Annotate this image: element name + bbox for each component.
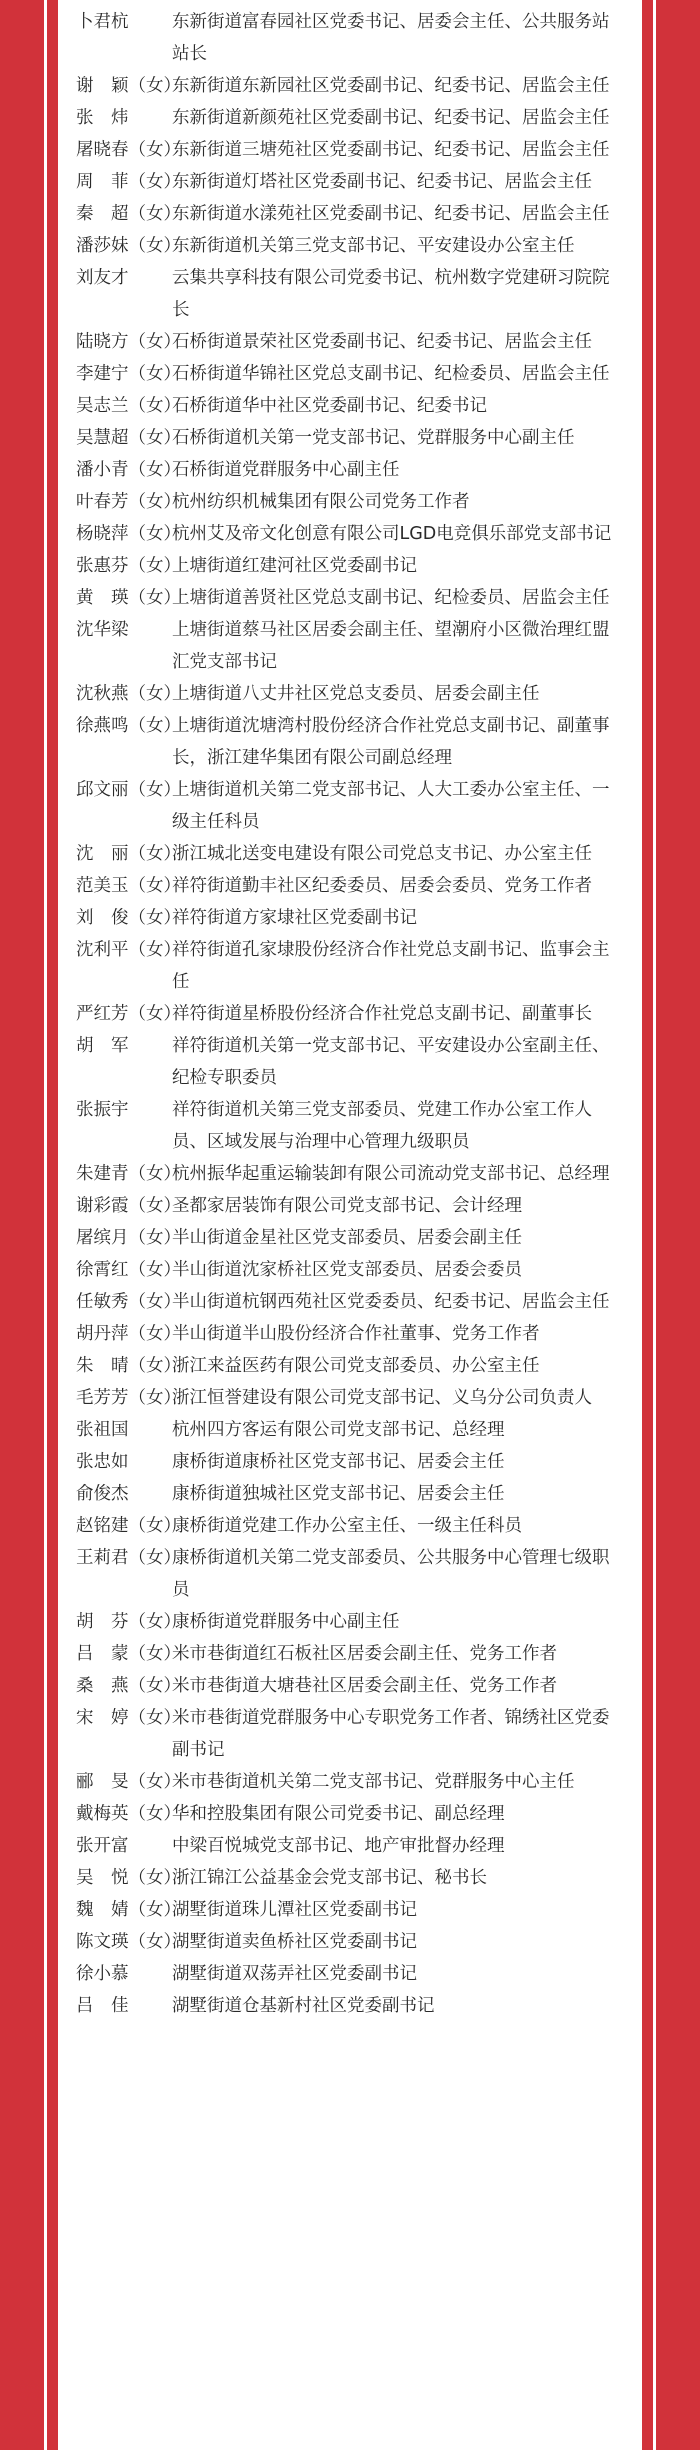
person-name: 朱建青（女） <box>76 1164 181 1184</box>
person-name: 谢彩霞（女） <box>76 1196 181 1216</box>
person-name: 吴志兰（女） <box>76 396 181 416</box>
person-role: 中梁百悦城党支部书记、地产审批督办经理 <box>172 1836 505 1856</box>
person-role: 湖墅街道仓基新村社区党委副书记 <box>172 1996 435 2016</box>
person-name: 李建宁（女） <box>76 364 181 384</box>
person-role: 半山街道金星社区党支部委员、居委会副主任 <box>172 1228 522 1248</box>
border-line-left <box>44 0 47 2450</box>
person-name: 张开富 <box>76 1836 129 1856</box>
list-item <box>58 902 642 934</box>
person-name: 潘莎妹（女） <box>76 236 181 256</box>
list-item <box>58 1990 642 2022</box>
person-role: 上塘街道八丈井社区党总支委员、居委会副主任 <box>172 684 540 704</box>
person-role: 上塘街道善贤社区党总支副书记、纪检委员、居监会主任 <box>172 588 610 608</box>
border-line-right <box>653 0 656 2450</box>
list-item <box>58 166 642 198</box>
list-item <box>58 102 642 134</box>
list-item <box>58 1254 642 1286</box>
list-item <box>58 1446 642 1478</box>
list-item <box>58 422 642 454</box>
person-name: 潘小青（女） <box>76 460 181 480</box>
person-name: 沈利平（女） <box>76 940 181 960</box>
list-item <box>58 390 642 422</box>
person-role: 杭州艾及帝文化创意有限公司LGD电竞俱乐部党支部书记 <box>172 524 612 544</box>
person-name: 刘 俊（女） <box>76 908 181 928</box>
person-role: 浙江锦江公益基金会党支部书记、秘书长 <box>172 1868 487 1888</box>
person-role: 东新街道水漾苑社区党委副书记、纪委书记、居监会主任 <box>172 204 610 224</box>
person-name: 吕 蒙（女） <box>76 1644 181 1664</box>
person-role: 湖墅街道双荡弄社区党委副书记 <box>172 1964 417 1984</box>
person-name: 胡丹萍（女） <box>76 1324 181 1344</box>
list-item <box>58 582 642 614</box>
list-item <box>58 230 642 262</box>
person-name: 谢 颖（女） <box>76 76 181 96</box>
person-name: 毛芳芳（女） <box>76 1388 181 1408</box>
person-role: 康桥街道康桥社区党支部书记、居委会主任 <box>172 1452 505 1472</box>
person-role: 东新街道富春园社区党委书记、居委会主任、公共服务站站长 <box>172 12 610 64</box>
person-name: 屠缤月（女） <box>76 1228 181 1248</box>
person-role: 杭州纺织机械集团有限公司党务工作者 <box>172 492 470 512</box>
list-item <box>58 518 642 550</box>
person-role: 杭州振华起重运输装卸有限公司流动党支部书记、总经理 <box>172 1164 610 1184</box>
person-name: 戴梅英（女） <box>76 1804 181 1824</box>
list-item <box>58 1158 642 1190</box>
person-role: 石桥街道党群服务中心副主任 <box>172 460 400 480</box>
person-name: 徐燕鸣（女） <box>76 716 181 736</box>
person-name: 杨晓萍（女） <box>76 524 181 544</box>
list-item <box>58 774 642 838</box>
person-name: 范美玉（女） <box>76 876 181 896</box>
person-name: 桑 燕（女） <box>76 1676 181 1696</box>
person-name: 宋 婷（女） <box>76 1708 181 1728</box>
list-item <box>58 1958 642 1990</box>
list-item <box>58 1190 642 1222</box>
list-item <box>58 70 642 102</box>
list-item <box>58 1894 642 1926</box>
list-item <box>58 1542 642 1606</box>
person-name: 吴 悦（女） <box>76 1868 181 1888</box>
list-item <box>58 1606 642 1638</box>
person-role: 上塘街道蔡马社区居委会副主任、望潮府小区微治理红盟汇党支部书记 <box>172 620 610 672</box>
list-item <box>58 614 642 678</box>
person-name: 叶春芳（女） <box>76 492 181 512</box>
person-role: 浙江城北送变电建设有限公司党总支书记、办公室主任 <box>172 844 592 864</box>
person-role: 浙江恒誉建设有限公司党支部书记、义乌分公司负责人 <box>172 1388 592 1408</box>
list-item <box>58 262 642 326</box>
person-role: 祥符街道孔家埭股份经济合作社党总支副书记、监事会主任 <box>172 940 610 992</box>
list-item <box>58 134 642 166</box>
person-name: 徐霄红（女） <box>76 1260 181 1280</box>
person-name: 屠晓春（女） <box>76 140 181 160</box>
person-role: 半山街道半山股份经济合作社董事、党务工作者 <box>172 1324 540 1344</box>
person-name: 俞俊杰 <box>76 1484 129 1504</box>
list-item <box>58 358 642 390</box>
person-role: 东新街道灯塔社区党委副书记、纪委书记、居监会主任 <box>172 172 592 192</box>
person-name: 卜君杭 <box>76 12 129 32</box>
person-role: 杭州四方客运有限公司党支部书记、总经理 <box>172 1420 505 1440</box>
person-role: 康桥街道党建工作办公室主任、一级主任科员 <box>172 1516 522 1536</box>
list-item <box>58 1382 642 1414</box>
list-item <box>58 1702 642 1766</box>
person-role: 半山街道杭钢西苑社区党委委员、纪委书记、居监会主任 <box>172 1292 610 1312</box>
list-item <box>58 1350 642 1382</box>
person-role: 东新街道东新园社区党委副书记、纪委书记、居监会主任 <box>172 76 610 96</box>
list-item <box>58 198 642 230</box>
list-item <box>58 1862 642 1894</box>
person-name: 秦 超（女） <box>76 204 181 224</box>
person-role: 圣都家居装饰有限公司党支部书记、会计经理 <box>172 1196 522 1216</box>
content-panel <box>58 0 642 2450</box>
person-name: 周 菲（女） <box>76 172 181 192</box>
person-name: 王莉君（女） <box>76 1548 181 1568</box>
list-item <box>58 678 642 710</box>
list-item <box>58 486 642 518</box>
person-role: 云集共享科技有限公司党委书记、杭州数字党建研习院院长 <box>172 268 610 320</box>
list-item <box>58 1926 642 1958</box>
list-item <box>58 1094 642 1158</box>
person-name: 张振宇 <box>76 1100 129 1120</box>
person-role: 华和控股集团有限公司党委书记、副总经理 <box>172 1804 505 1824</box>
person-role: 上塘街道红建河社区党委副书记 <box>172 556 417 576</box>
list-item <box>58 1670 642 1702</box>
person-role: 石桥街道机关第一党支部书记、党群服务中心副主任 <box>172 428 575 448</box>
list-item <box>58 838 642 870</box>
person-name: 徐小慕 <box>76 1964 129 1984</box>
person-name: 胡 军 <box>76 1036 129 1056</box>
list-item <box>58 454 642 486</box>
person-name: 沈 丽（女） <box>76 844 181 864</box>
person-role: 上塘街道沈塘湾村股份经济合作社党总支副书记、副董事长，浙江建华集团有限公司副总经理 <box>172 716 610 768</box>
list-item <box>58 934 642 998</box>
person-role: 米市巷街道红石板社区居委会副主任、党务工作者 <box>172 1644 557 1664</box>
person-role: 东新街道新颜苑社区党委副书记、纪委书记、居监会主任 <box>172 108 610 128</box>
person-name: 沈秋燕（女） <box>76 684 181 704</box>
list-item <box>58 998 642 1030</box>
list-item <box>58 1830 642 1862</box>
person-name: 赵铭建（女） <box>76 1516 181 1536</box>
person-role: 祥符街道勤丰社区纪委委员、居委会委员、党务工作者 <box>172 876 592 896</box>
person-role: 祥符街道机关第一党支部书记、平安建设办公室副主任、纪检专职委员 <box>172 1036 610 1088</box>
person-name: 朱 晴（女） <box>76 1356 181 1376</box>
list-item <box>58 550 642 582</box>
person-name: 刘友才 <box>76 268 129 288</box>
person-name: 张忠如 <box>76 1452 129 1472</box>
person-name: 张惠芬（女） <box>76 556 181 576</box>
person-role: 康桥街道独城社区党支部书记、居委会主任 <box>172 1484 505 1504</box>
list-item <box>58 1798 642 1830</box>
person-name: 胡 芬（女） <box>76 1612 181 1632</box>
list-item <box>58 1638 642 1670</box>
person-name: 魏 婧（女） <box>76 1900 181 1920</box>
person-name: 任敏秀（女） <box>76 1292 181 1312</box>
list-item <box>58 1222 642 1254</box>
person-role: 祥符街道星桥股份经济合作社党总支副书记、副董事长 <box>172 1004 592 1024</box>
person-name: 郦 旻（女） <box>76 1772 181 1792</box>
person-name: 严红芳（女） <box>76 1004 181 1024</box>
list-item <box>58 6 642 70</box>
list-item <box>58 1286 642 1318</box>
person-name: 张 炜 <box>76 108 129 128</box>
person-name: 沈华梁 <box>76 620 129 640</box>
person-role: 湖墅街道卖鱼桥社区党委副书记 <box>172 1932 417 1952</box>
person-role: 米市巷街道党群服务中心专职党务工作者、锦绣社区党委副书记 <box>172 1708 610 1760</box>
person-role: 石桥街道景荣社区党委副书记、纪委书记、居监会主任 <box>172 332 592 352</box>
person-role: 半山街道沈家桥社区党支部委员、居委会委员 <box>172 1260 522 1280</box>
list-item <box>58 1510 642 1542</box>
person-name: 张祖国 <box>76 1420 129 1440</box>
person-name: 陈文瑛（女） <box>76 1932 181 1952</box>
person-role: 浙江来益医药有限公司党支部委员、办公室主任 <box>172 1356 540 1376</box>
list-item <box>58 1030 642 1094</box>
list-item <box>58 710 642 774</box>
person-role: 米市巷街道机关第二党支部书记、党群服务中心主任 <box>172 1772 575 1792</box>
person-role: 东新街道三塘苑社区党委副书记、纪委书记、居监会主任 <box>172 140 610 160</box>
person-name: 陆晓方（女） <box>76 332 181 352</box>
person-role: 康桥街道机关第二党支部委员、公共服务中心管理七级职员 <box>172 1548 610 1600</box>
person-role: 上塘街道机关第二党支部书记、人大工委办公室主任、一级主任科员 <box>172 780 610 832</box>
person-role: 石桥街道华中社区党委副书记、纪委书记 <box>172 396 487 416</box>
list-item <box>58 326 642 358</box>
person-role: 石桥街道华锦社区党总支副书记、纪检委员、居监会主任 <box>172 364 610 384</box>
list-item <box>58 870 642 902</box>
person-name: 吴慧超（女） <box>76 428 181 448</box>
person-name: 黄 瑛（女） <box>76 588 181 608</box>
honoree-list <box>58 0 642 2022</box>
person-role: 祥符街道方家埭社区党委副书记 <box>172 908 417 928</box>
person-role: 祥符街道机关第三党支部委员、党建工作办公室工作人员、区域发展与治理中心管理九级职员 <box>172 1100 592 1152</box>
person-role: 湖墅街道珠儿潭社区党委副书记 <box>172 1900 417 1920</box>
list-item <box>58 1414 642 1446</box>
person-name: 邱文丽（女） <box>76 780 181 800</box>
list-item <box>58 1318 642 1350</box>
person-name: 吕 佳 <box>76 1996 129 2016</box>
list-item <box>58 1766 642 1798</box>
person-role: 米市巷街道大塘巷社区居委会副主任、党务工作者 <box>172 1676 557 1696</box>
list-item <box>58 1478 642 1510</box>
person-role: 康桥街道党群服务中心副主任 <box>172 1612 400 1632</box>
person-role: 东新街道机关第三党支部书记、平安建设办公室主任 <box>172 236 575 256</box>
